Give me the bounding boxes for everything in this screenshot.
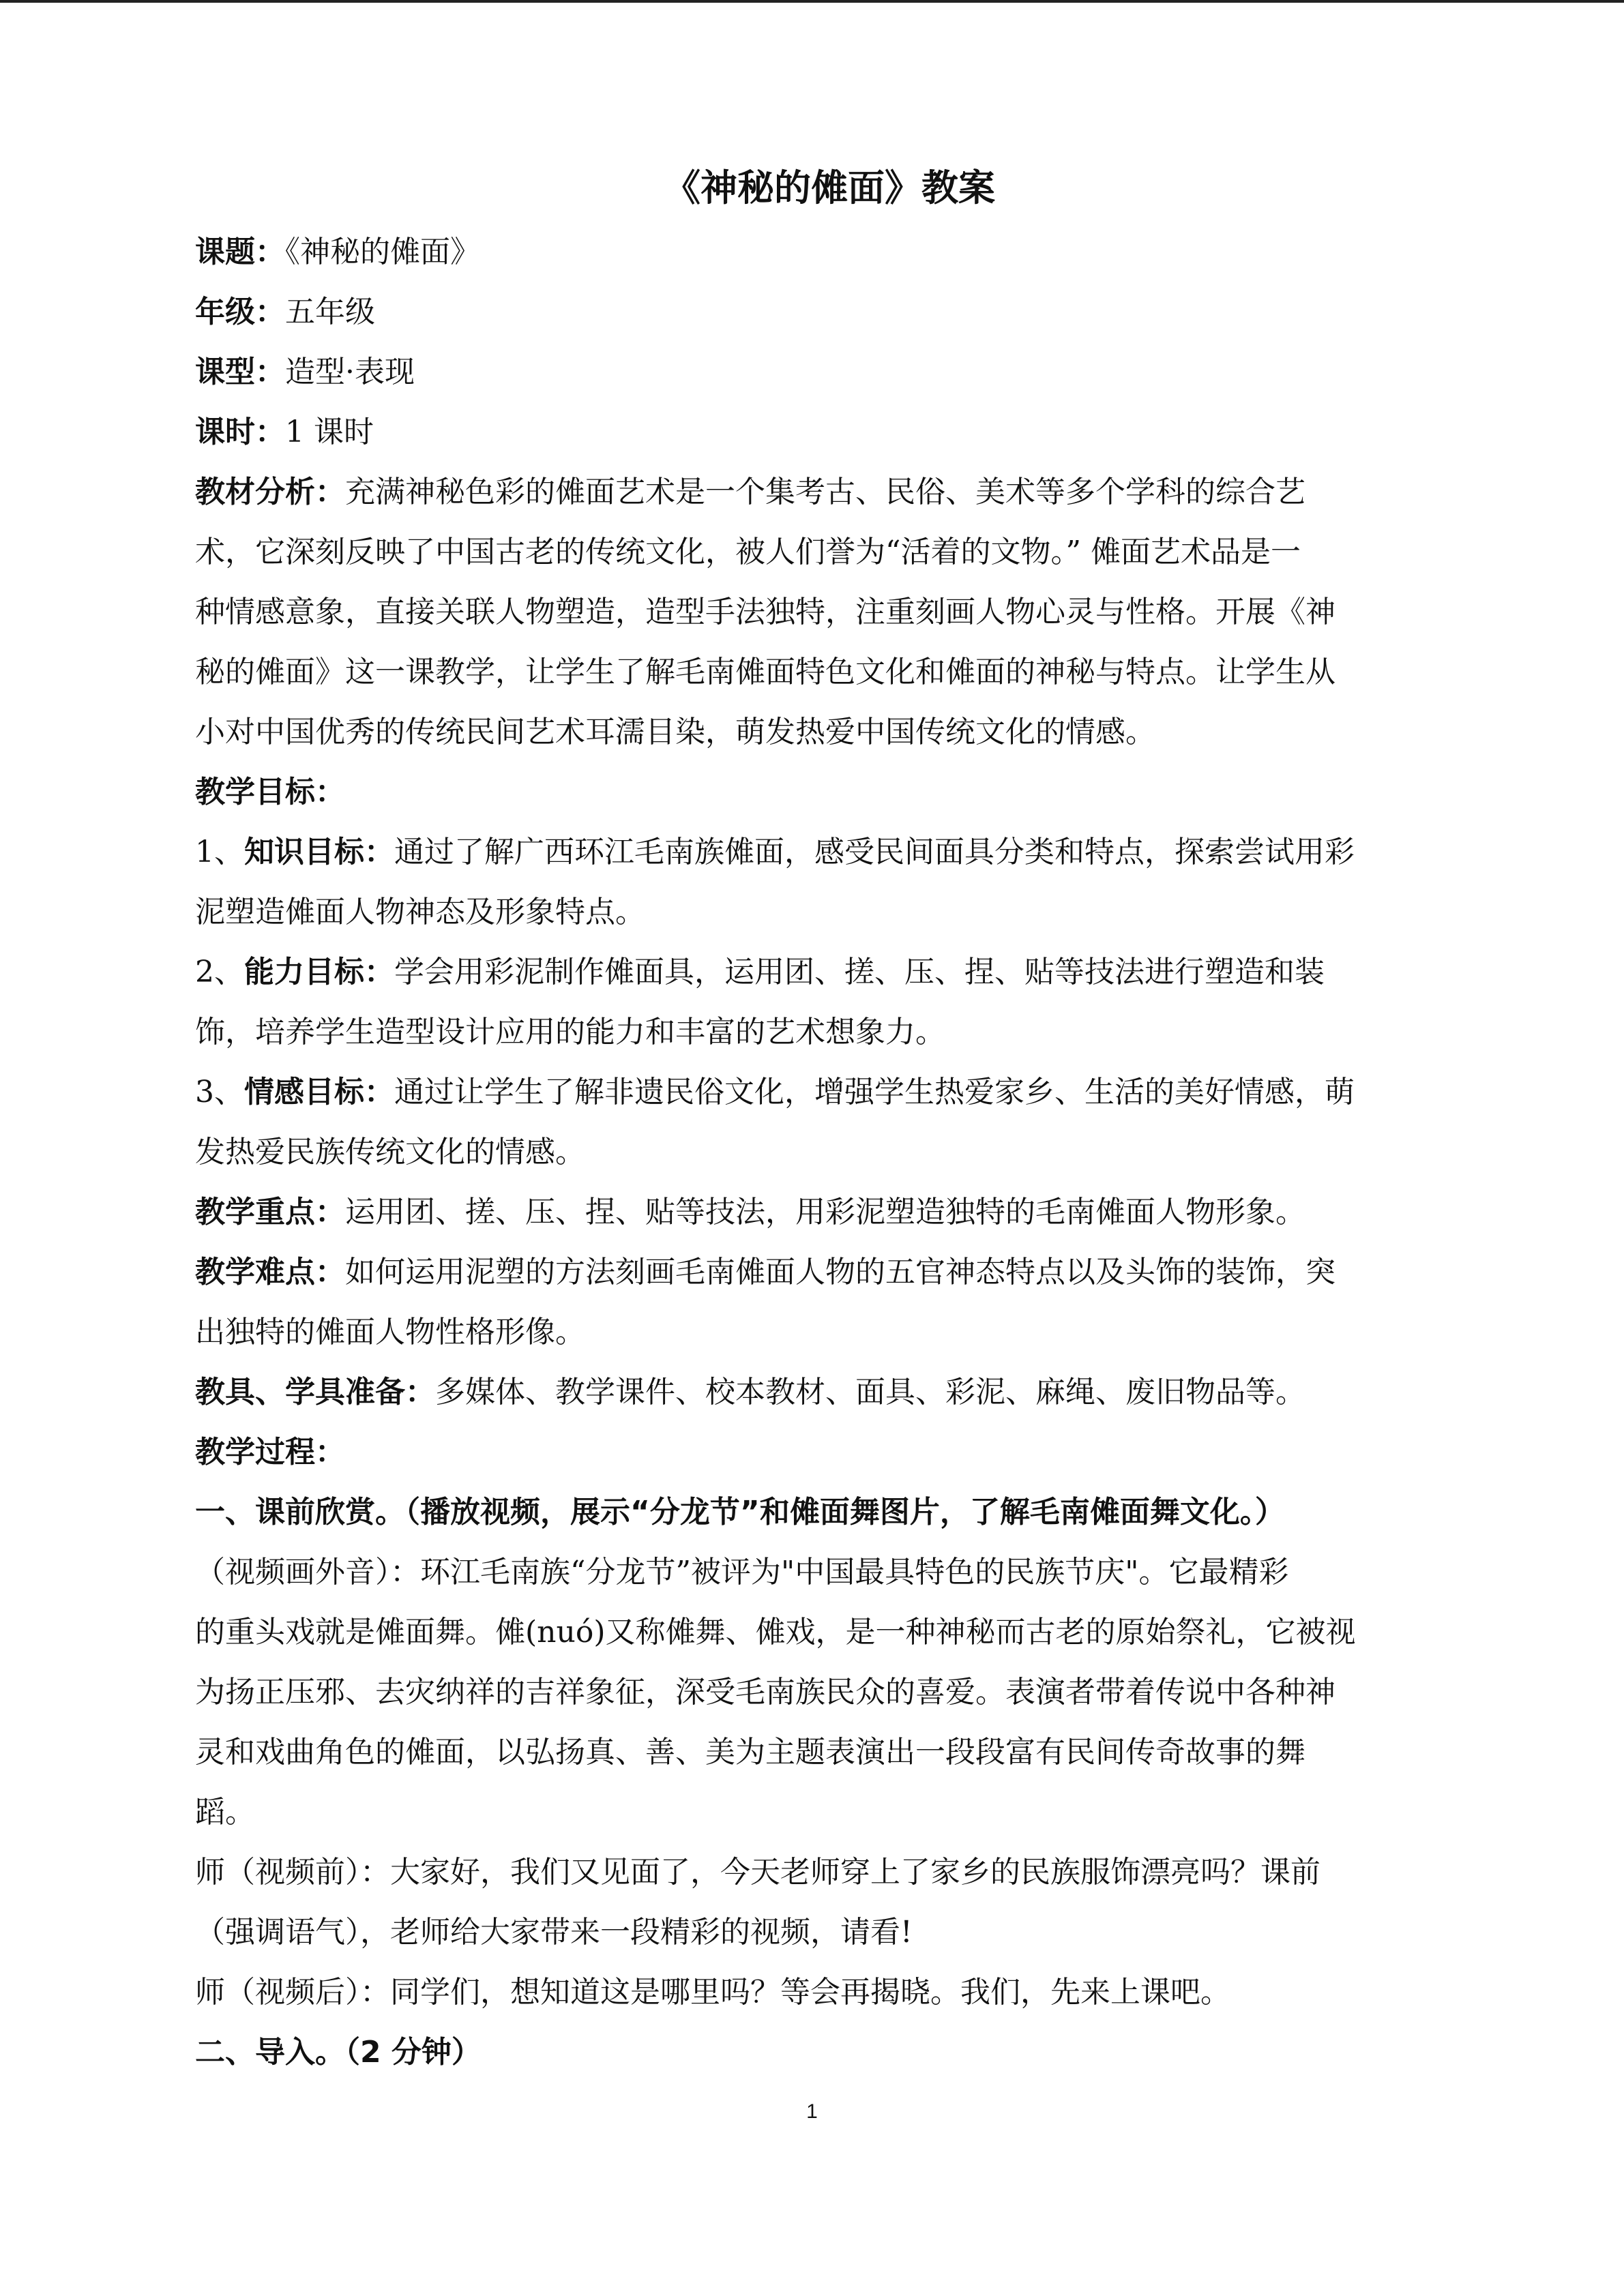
section-line: 灵和戏曲角色的傩面，以弘扬真、善、美为主题表演出一段段富有民间传奇故事的舞 bbox=[195, 1735, 1305, 1770]
objective-knowledge bbox=[195, 822, 1464, 942]
section-line: （视频画外音）：环江毛南族“分龙节”被评为"中国最具特色的民族节庆"。它最精彩 bbox=[195, 1555, 1289, 1590]
field-label: 年级： bbox=[195, 295, 285, 329]
top-border bbox=[0, 0, 1624, 3]
key-point-label: 教学重点： bbox=[195, 1195, 345, 1229]
analysis-line: 秘的傩面》这一课教学，让学生了解毛南傩面特色文化和傩面的神秘与特点。让学生从 bbox=[195, 655, 1335, 689]
field-topic bbox=[195, 222, 1464, 282]
section-line: 为扬正压邪、去灾纳祥的吉祥象征，深受毛南族民众的喜爱。表演者带着传说中各种神 bbox=[195, 1675, 1335, 1710]
page-number: 1 bbox=[806, 2100, 818, 2123]
section-preview bbox=[195, 1482, 1464, 2023]
section-line: （强调语气），老师给大家带来一段精彩的视频，请看! bbox=[195, 1915, 913, 1950]
objective-label: 能力目标： bbox=[244, 955, 394, 989]
document-title: 《神秘的傩面》教案 bbox=[664, 166, 995, 209]
objective-label: 情感目标： bbox=[244, 1075, 394, 1109]
field-grade bbox=[195, 282, 1464, 342]
objective-emotion bbox=[195, 1062, 1464, 1182]
difficulty-label: 教学难点： bbox=[195, 1255, 345, 1289]
key-point-value: 运用团、搓、压、捏、贴等技法，用彩泥塑造独特的毛南傩面人物形象。 bbox=[345, 1195, 1305, 1229]
analysis-line: 种情感意象，直接关联人物塑造，造型手法独特，注重刻画人物心灵与性格。开展《神 bbox=[195, 595, 1335, 629]
section-heading: 一、课前欣赏。（播放视频，展示“分龙节”和傩面舞图片，了解毛南傩面舞文化。） bbox=[195, 1495, 1285, 1530]
section-line: 的重头戏就是傩面舞。傩(nuó)又称傩舞、傩戏，是一种神秘而古老的原始祭礼，它被视 bbox=[195, 1615, 1356, 1650]
field-label: 课题： bbox=[195, 235, 285, 269]
field-value: 《神秘的傩面》 bbox=[285, 235, 480, 269]
field-value: 五年级 bbox=[285, 295, 375, 329]
objectives-heading: 教学目标： bbox=[195, 775, 345, 809]
analysis-line: 充满神秘色彩的傩面艺术是一个集考古、民俗、美术等多个学科的综合艺 bbox=[345, 475, 1305, 509]
objective-line: 发热爱民族传统文化的情感。 bbox=[195, 1135, 585, 1169]
objective-number: 1、 bbox=[195, 835, 244, 869]
document-body bbox=[195, 161, 1464, 2083]
analysis-paragraph bbox=[195, 462, 1464, 762]
process-heading: 教学过程： bbox=[195, 1435, 345, 1470]
analysis-line: 小对中国优秀的传统民间艺术耳濡目染，萌发热爱中国传统文化的情感。 bbox=[195, 715, 1155, 749]
field-label: 课型： bbox=[195, 355, 285, 389]
objective-line: 饰，培养学生造型设计应用的能力和丰富的艺术想象力。 bbox=[195, 1015, 945, 1049]
objective-ability bbox=[195, 942, 1464, 1062]
section-intro-heading: 二、导入。（2 分钟） bbox=[195, 2035, 482, 2070]
section-line: 蹈。 bbox=[195, 1795, 255, 1830]
field-value: 造型·表现 bbox=[285, 355, 415, 389]
key-point bbox=[195, 1182, 1464, 1242]
tools bbox=[195, 1362, 1464, 1422]
tools-label: 教具、学具准备： bbox=[195, 1375, 435, 1410]
analysis-label: 教材分析： bbox=[195, 475, 345, 509]
section-line: 师（视频前）：大家好，我们又见面了，今天老师穿上了家乡的民族服饰漂亮吗？课前 bbox=[195, 1855, 1320, 1890]
section-line: 师（视频后）：同学们，想知道这是哪里吗？等会再揭晓。我们，先来上课吧。 bbox=[195, 1975, 1230, 2010]
field-label: 课时： bbox=[195, 415, 285, 449]
difficulty-line: 如何运用泥塑的方法刻画毛南傩面人物的五官神态特点以及头饰的装饰，突 bbox=[345, 1255, 1335, 1289]
field-period bbox=[195, 402, 1464, 462]
difficulty-line: 出独特的傩面人物性格形像。 bbox=[195, 1315, 585, 1350]
objective-line: 学会用彩泥制作傩面具，运用团、搓、压、捏、贴等技法进行塑造和装 bbox=[394, 955, 1325, 989]
objective-line: 泥塑造傩面人物神态及形象特点。 bbox=[195, 895, 645, 929]
tools-value: 多媒体、教学课件、校本教材、面具、彩泥、麻绳、废旧物品等。 bbox=[435, 1375, 1305, 1410]
objective-number: 3、 bbox=[195, 1075, 244, 1109]
field-type bbox=[195, 342, 1464, 402]
analysis-line: 术，它深刻反映了中国古老的传统文化，被人们誉为“活着的文物。” 傩面艺术品是一 bbox=[195, 535, 1301, 569]
objective-number: 2、 bbox=[195, 955, 244, 989]
objective-label: 知识目标： bbox=[244, 835, 394, 869]
field-value: 1 课时 bbox=[285, 415, 374, 449]
objective-line: 通过了解广西环江毛南族傩面，感受民间面具分类和特点，探索尝试用彩 bbox=[394, 835, 1355, 869]
difficulty bbox=[195, 1242, 1464, 1362]
objective-line: 通过让学生了解非遗民俗文化，增强学生热爱家乡、生活的美好情感，萌 bbox=[394, 1075, 1355, 1109]
